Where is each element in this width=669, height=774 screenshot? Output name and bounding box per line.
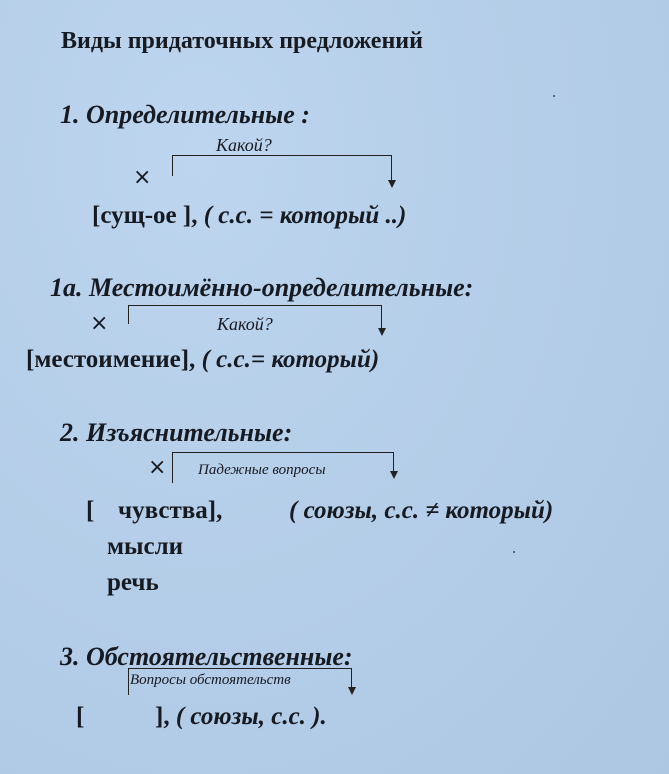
section-2-arrow-head — [390, 471, 398, 479]
section-1a-formula-main: [местоимение], — [26, 346, 202, 373]
section-2-arrow-line — [393, 452, 394, 472]
section-3-arrow-head — [348, 687, 356, 695]
section-1-formula — [92, 202, 406, 230]
section-2-item-thoughts: мысли — [107, 533, 184, 560]
section-3-question: Вопросы обстоятельств — [130, 672, 291, 688]
section-3-formula — [155, 703, 327, 731]
section-1a-arrow-line — [381, 305, 382, 329]
section-1a-heading: 1а. Местоимённо-определительные: — [50, 273, 474, 302]
section-1-formula-main: [сущ-ое ], — [92, 202, 204, 229]
section-2-formula-note — [289, 497, 553, 525]
section-1a-arrow-head — [378, 328, 386, 336]
section-1-formula-note: ( с.с. = который ..) — [203, 202, 407, 229]
page-title: Виды придаточных предложений — [61, 28, 423, 54]
section-3-arrow-line — [351, 668, 352, 688]
scan-speck — [553, 95, 555, 97]
section-1a-formula-note: ( с.с.= который) — [201, 346, 380, 373]
section-3-bracket-open: [ — [76, 703, 85, 730]
section-1-arrow-line — [391, 155, 392, 181]
scan-speck — [513, 551, 515, 553]
section-1a-cross: × — [90, 311, 109, 336]
section-1a-formula — [26, 346, 379, 374]
section-1-question: Какой? — [216, 135, 272, 155]
section-3-heading: 3. Обстоятельственные: — [60, 642, 353, 671]
section-2-bracket-open: [ — [86, 497, 95, 524]
section-2-question: Падежные вопросы — [198, 462, 326, 478]
section-2-cross: × — [148, 455, 167, 480]
section-1a-question: Какой? — [217, 314, 273, 334]
section-2-formula-note-text: ( союзы, с.с. ≠ который) — [289, 497, 554, 524]
section-2-item-feelings: чувства], — [118, 497, 223, 524]
section-2-heading: 2. Изъяснительные: — [60, 418, 293, 447]
section-1-cross: × — [133, 165, 152, 190]
section-1-heading: 1. Определительные : — [60, 100, 310, 129]
section-2-item-speech: речь — [107, 569, 159, 596]
section-3-formula-note: ( союзы, с.с. ). — [175, 703, 327, 730]
section-1-bracket — [172, 155, 391, 176]
section-3-formula-main: ], — [155, 703, 176, 730]
section-1-arrow-head — [388, 180, 396, 188]
